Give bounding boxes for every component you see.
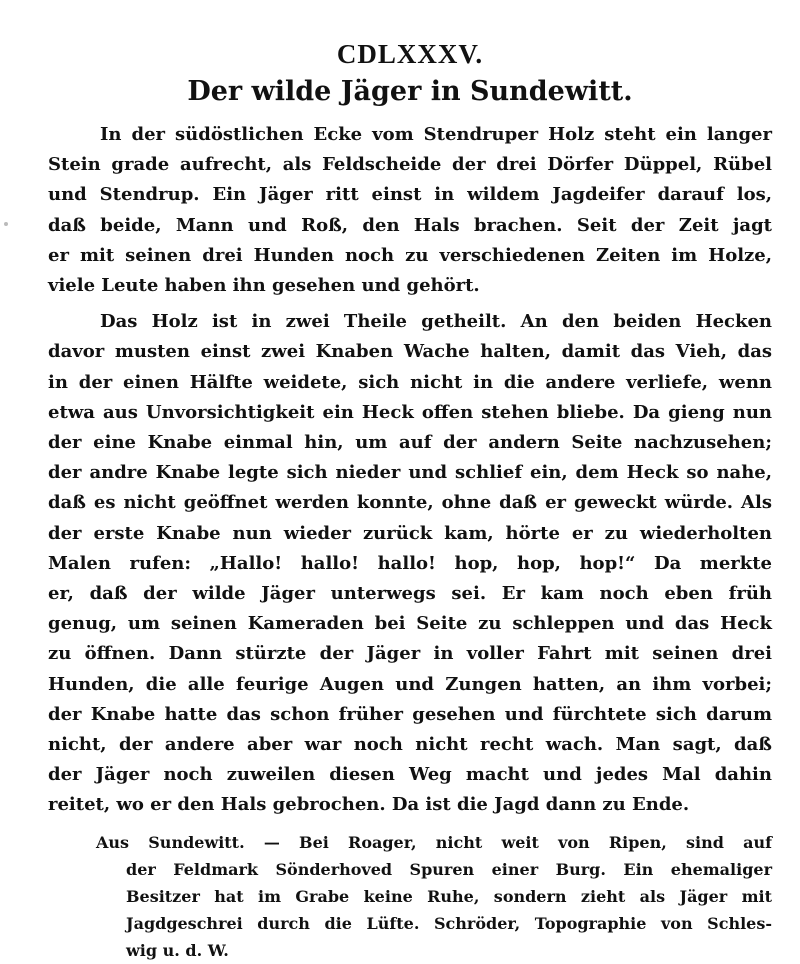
margin-speck [4, 222, 8, 226]
text-line: Malen rufen: „Hallo! hallo! hallo! hop, hop, hop!“ Da merkte [48, 552, 772, 574]
text-line: Hunden, die alle feurige Augen und Zungen hatten, an ihm vorbei; [48, 673, 772, 695]
text-line: etwa aus Unvorsichtigkeit ein Heck offen stehen bliebe. Da gieng nun [48, 401, 772, 423]
text-line: nicht, der andere aber war noch nicht recht wach. Man sagt, daß [48, 734, 772, 756]
text-line: er mit seinen drei Hunden noch zu verschiedenen Zeiten im Holze, [48, 244, 772, 266]
source-note [96, 829, 772, 964]
note-line: Jagdgeschrei durch die Lüfte. Schröder, Topographie von Schles- [126, 913, 772, 933]
text-line: daß beide, Mann und Roß, den Hals brachen. Seit der Zeit jagt [48, 214, 772, 236]
text-line: Stein grade aufrecht, als Feldscheide der drei Dörfer Düppel, Rübel [48, 154, 772, 176]
text-line: der eine Knabe einmal hin, um auf der andern Seite nachzusehen; [48, 432, 772, 454]
text-line: der Knabe hatte das schon früher gesehen und fürchtete sich darum [48, 703, 772, 725]
legend-number: CDLXXXV. [336, 39, 484, 69]
text-line: der Jäger noch zuweilen diesen Weg macht und jedes Mal dahin [48, 764, 772, 786]
text-line: daß es nicht geöffnet werden konnte, ohne daß er geweckt würde. Als [48, 492, 772, 514]
text-line: in der einen Hälfte weidete, sich nicht in die andere verliefe, wenn [48, 371, 772, 393]
note-line: Aus Sundewitt. — Bei Roager, nicht weit von Ripen, sind auf [96, 832, 772, 852]
text-line: der erste Knabe nun wieder zurück kam, hörte er zu wiederholten [48, 522, 772, 544]
text-line: In der südöstlichen Ecke vom Stendruper Holz steht ein langer [100, 124, 772, 145]
text-line: der andre Knabe legte sich nieder und schlief ein, dem Heck so nahe, [48, 462, 772, 484]
note-line: wig u. d. W. [126, 940, 229, 960]
text-line: er, daß der wilde Jäger unterwegs sei. Er kam noch eben früh [48, 583, 772, 605]
text-line: viele Leute haben ihn gesehen und gehört. [48, 275, 480, 297]
text-line: zu öffnen. Dann stürzte der Jäger in voller Fahrt mit seinen drei [48, 643, 772, 665]
text-line: Das Holz ist in zwei Theile getheilt. An den beiden Hecken [100, 311, 772, 333]
text-line: und Stendrup. Ein Jäger ritt einst in wildem Jagdeifer darauf los, [48, 184, 772, 206]
legend-title: Der wilde Jäger in Sundewitt. [187, 76, 633, 107]
text-line: genug, um seinen Kameraden bei Seite zu schleppen und das Heck [48, 613, 772, 635]
paragraph-2 [48, 307, 772, 820]
text-line: reitet, wo er den Hals gebrochen. Da ist die Jagd dann zu Ende. [48, 794, 690, 816]
note-line: Besitzer hat im Grabe keine Ruhe, sondern zieht als Jäger mit [126, 886, 772, 906]
text-line: davor musten einst zwei Knaben Wache halten, damit das Vieh, das [48, 341, 772, 363]
paragraph-1 [48, 120, 772, 301]
note-line: der Feldmark Sönderhoved Spuren einer Burg. Ein ehemaliger [126, 859, 772, 879]
